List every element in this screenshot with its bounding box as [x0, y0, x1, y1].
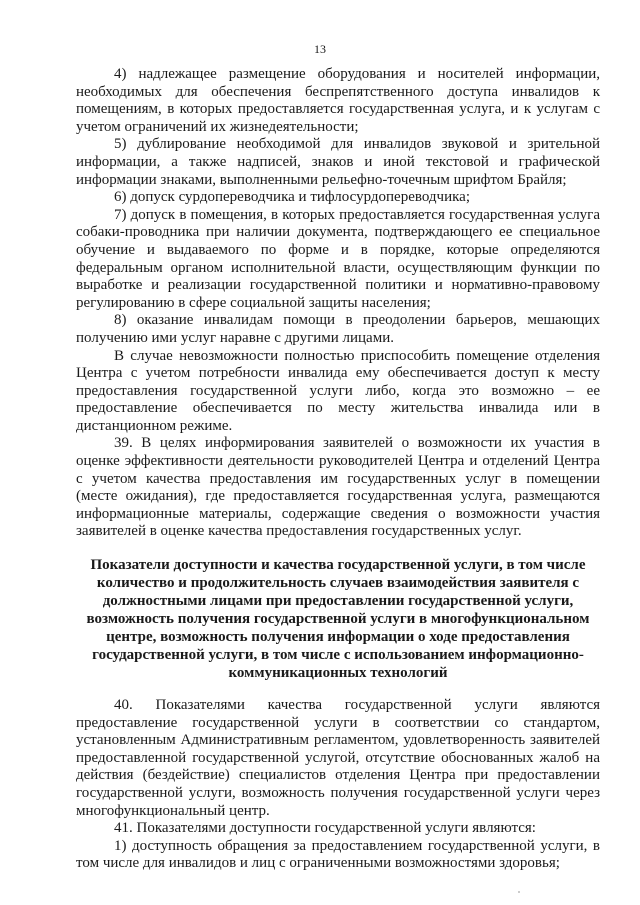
page-number: 13 — [314, 42, 326, 56]
document-body-lower — [76, 697, 600, 873]
document-body-upper — [76, 66, 600, 541]
paragraph-41-item-1: 1) доступность обращения за предоставлением государственной услуги, в том числе для инвалидов и лиц с ограниченными возможностями здоровья; — [76, 837, 600, 872]
paragraph-item-5: 5) дублирование необходимой для инвалидов звуковой и зрительной информации, а также надписей, знаков и иной текстовой и графической информации знаками, выполненными рельефно-точечным шрифтом Брайля; — [76, 136, 600, 188]
scan-speck — [518, 891, 520, 893]
paragraph-item-7: 7) допуск в помещения, в которых предоставляется государственная услуга собаки-проводника при наличии документа, подтверждающего ее специальное обучение и выдаваемого по форме и в порядке, которые определяются федеральным органом исполнительной власти, осуществляющим функции по выработке и реализации государственной политики и нормативно-правовому регулированию в сфере социальной защиты населения; — [76, 206, 600, 311]
paragraph-41: 41. Показателями доступности государственной услуги являются: — [114, 820, 536, 837]
paragraph-item-4: 4) надлежащее размещение оборудования и носителей информации, необходимых для обеспечения беспрепятственного доступа инвалидов к помещениям, в которых предоставляется государственная услуга, и к услугам с учетом ограничений их жизнедеятельности; — [76, 66, 600, 135]
paragraph-remote-service: В случае невозможности полностью приспособить помещение отделения Центра с учетом потребности инвалида ему обеспечивается доступ к месту предоставления государственной услуги либо, когда это возможно – ее предоставление обеспечивается по месту жительства инвалида или в дистанционном режиме. — [76, 347, 600, 434]
paragraph-item-6: 6) допуск сурдопереводчика и тифлосурдопереводчика; — [114, 189, 470, 206]
paragraph-39: 39. В целях информирования заявителей о возможности их участия в оценке эффективности деятельности руководителей Центра и отделений Центра с учетом качества предоставления им государственных услуг в помещении (месте ожидания), где предоставляется государственная услуга, размещаются информационные материалы, содержащие сведения о возможности участия заявителей в оценке качества предоставления государственных услуг. — [76, 435, 600, 540]
paragraph-40: 40. Показателями качества государственной услуги являются предоставление государственной услуги в соответствии со стандартом, установленным Административным регламентом, удовлетворенность заявителей предоставленной государственной услугой, отсутствие обоснованных жалоб на действия (бездействие) специалистов отделения Центра при предоставлении государственной услуги, возможность получения государственной услуги через многофункциональный центр. — [76, 697, 600, 819]
paragraph-item-8: 8) оказание инвалидам помощи в преодолении барьеров, мешающих получению ими услуг наравне с другими лицами. — [76, 312, 600, 346]
section-heading: Показатели доступности и качества государственной услуги, в том числе количество и продолжительность случаев взаимодействия заявителя с должностными лицами при предоставлении государственной услуги, возможность получения государственной услуги в многофункциональном центре, возможность получения информации о ходе предоставления государственной услуги, в том числе с использованием информационно-коммуникационных технологий — [86, 557, 590, 681]
